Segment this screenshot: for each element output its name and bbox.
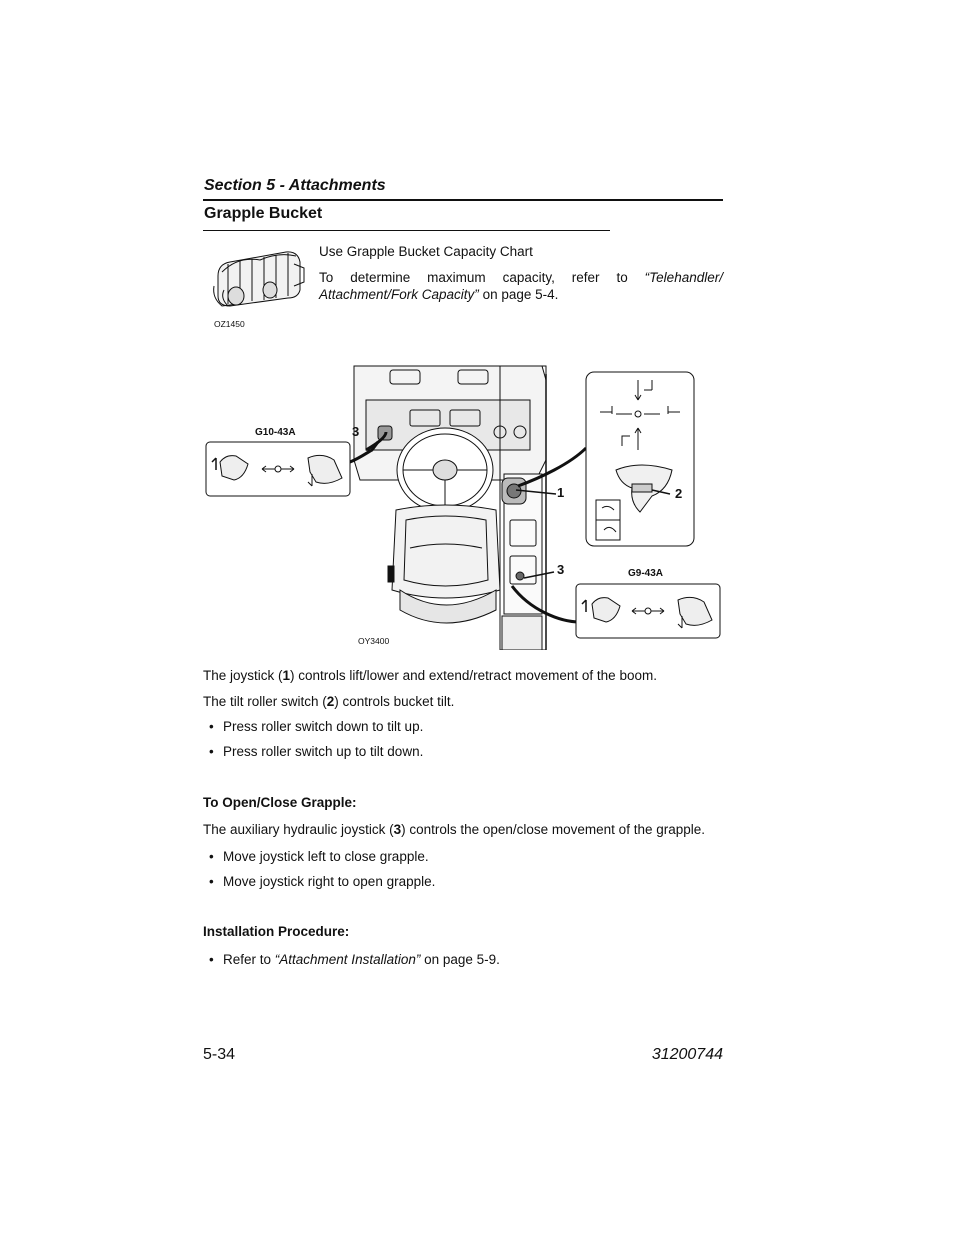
capacity-reference: To determine maximum capacity, refer to “Telehandler/ Attachment/Fork Capacity” on page 5-4. bbox=[319, 270, 723, 302]
callout-3-bottom: 3 bbox=[557, 562, 565, 577]
joystick-direction-panel bbox=[586, 372, 694, 546]
installation-link: “Attachment Installation” bbox=[274, 952, 421, 967]
right-panel-label: G9-43A bbox=[628, 568, 664, 579]
section-title: Section 5 - Attachments bbox=[204, 177, 386, 194]
aux-joystick-paragraph: The auxiliary hydraulic joystick (3) controls the open/close movement of the grapple. bbox=[203, 822, 705, 837]
list-item: • Move joystick right to open grapple. bbox=[203, 873, 435, 890]
header-rule bbox=[203, 199, 723, 201]
callout-2: 2 bbox=[675, 486, 683, 501]
tilt-paragraph: The tilt roller switch (2) controls bucket tilt. bbox=[203, 694, 455, 709]
capacity-link-part1: “Telehandler/ bbox=[644, 270, 723, 285]
list-item: • Press roller switch up to tilt down. bbox=[203, 743, 423, 760]
grapple-heading: To Open/Close Grapple: bbox=[203, 795, 357, 810]
cab-figure-code: OY3400 bbox=[358, 636, 390, 646]
title-rule bbox=[203, 230, 610, 231]
bucket-figure-code: OZ1450 bbox=[214, 319, 245, 329]
document-number: 31200744 bbox=[651, 1046, 723, 1063]
grapple-bucket-illustration bbox=[208, 246, 308, 316]
left-grapple-panel bbox=[206, 442, 350, 496]
callout-3-top: 3 bbox=[352, 424, 360, 439]
list-item: • Press roller switch down to tilt up. bbox=[203, 718, 423, 735]
list-item: • Refer to “Attachment Installation” on page 5-9. bbox=[203, 951, 500, 968]
installation-heading: Installation Procedure: bbox=[203, 924, 350, 939]
capacity-chart-line: Use Grapple Bucket Capacity Chart bbox=[319, 244, 533, 259]
capacity-link-part2: Attachment/Fork Capacity” bbox=[319, 287, 479, 302]
page-title: Grapple Bucket bbox=[204, 205, 323, 222]
list-item: • Move joystick left to close grapple. bbox=[203, 848, 429, 865]
cab-controls-illustration bbox=[200, 360, 730, 650]
page-number: 5-34 bbox=[203, 1046, 236, 1063]
right-grapple-panel bbox=[576, 584, 720, 638]
callout-1: 1 bbox=[557, 485, 565, 500]
left-panel-label: G10-43A bbox=[255, 427, 296, 438]
joystick-paragraph: The joystick (1) controls lift/lower and extend/retract movement of the boom. bbox=[203, 668, 657, 683]
